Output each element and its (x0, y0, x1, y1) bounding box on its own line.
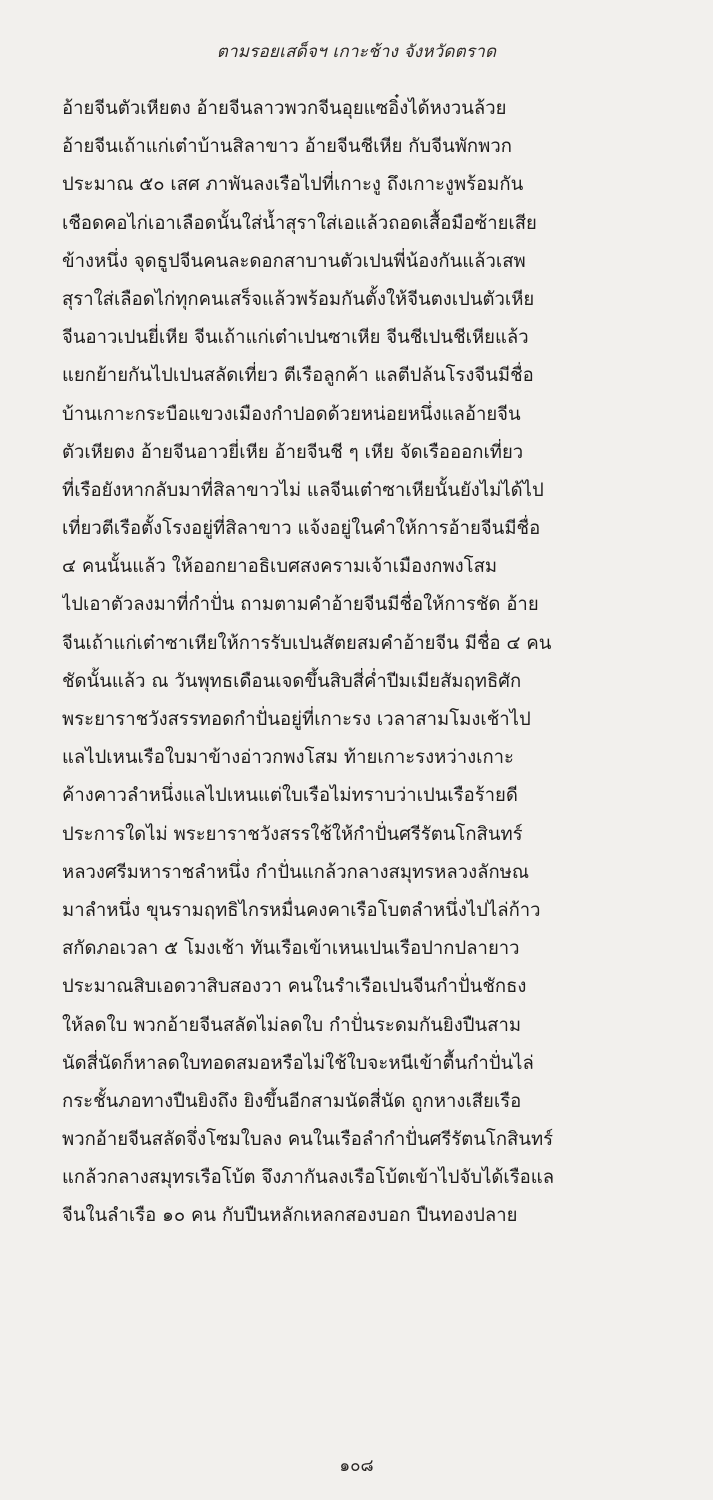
text-line: มาลำหนึ่ง ขุนรามฤทธิไกรหมื่นคงคาเรือโบตลำหนึ่งไปไล่ก้าว (62, 899, 541, 921)
text-line: ประมาณ ๕๐ เสศ ภาพันลงเรือไปที่เกาะงู ถึงเกาะงูพร้อมกัน (62, 174, 524, 196)
text-line: ไปเอาตัวลงมาที่กำปั่น ถามตามคำอ้ายจีนมีชื่อให้การชัด อ้าย (62, 594, 539, 616)
text-line: ประการใดไม่ พระยาราชวังสรรใช้ให้กำปั่นศรีรัตนโกสินทร์ (62, 823, 523, 845)
page-number: ๑๐๘ (339, 1456, 374, 1476)
text-line: แกล้วกลางสมุทรเรือโบ้ต จึงภากันลงเรือโบ้ตเข้าไปจับได้เรือแล (62, 1167, 555, 1189)
text-line: อ้ายจีนตัวเหียตง อ้ายจีนลาวพวกจีนอุยแซอิ๋งได้หงวนล้วย (62, 98, 507, 119)
text-line: จีนในลำเรือ ๑๐ คน กับปืนหลักเหลกสองบอก ปืนทองปลาย (62, 1205, 518, 1227)
text-line: พระยาราชวังสรรทอดกำปั่นอยู่ที่เกาะรง เวลาสามโมงเช้าไป (62, 709, 531, 730)
text-line: หลวงศรีมหาราชลำหนึ่ง กำปั่นแกล้วกลางสมุทรหลวงลักษณ (62, 861, 530, 883)
text-line: ชัดนั้นแล้ว ณ วันพุทธเดือนเจดขึ้นสิบสี่ค่ำปีมเมียสัมฤทธิศัก (62, 670, 522, 692)
text-line: ข้างหนึ่ง จุดธูปจีนคนละดอกสาบานตัวเปนพี่น้องกันแล้วเสพ (62, 250, 526, 272)
text-line: สกัดภอเวลา ๕ โมงเช้า ทันเรือเข้าเหนเปนเรือปากปลายาว (62, 938, 520, 960)
text-line: ๔ คนนั้นแล้ว ให้ออกยาอธิเบศสงครามเจ้าเมืองกพงโสม (62, 556, 498, 578)
text-line: จีนอาวเปนยี่เหีย จีนเถ้าแก่เต๋าเปนซาเหีย จีนชีเปนชีเหียแล้ว (62, 327, 529, 349)
text-line: ให้ลดใบ พวกอ้ายจีนสลัดไม่ลดใบ กำปั่นระดมกันยิงปืนสาม (62, 1014, 522, 1036)
text-line: อ้ายจีนเถ้าแก่เต๋าบ้านสิลาขาว อ้ายจีนชีเหีย กับจีนพักพวก (62, 136, 512, 158)
text-line: แลไปเหนเรือใบมาข้างอ่าวกพงโสม ท้ายเกาะรงหว่างเกาะ (62, 747, 514, 769)
text-line: พวกอ้ายจีนสลัดจึ่งโซมใบลง คนในเรือลำกำปั่นศรีรัตนโกสินทร์ (62, 1129, 554, 1151)
text-line: เชือดคอไก่เอาเลือดนั้นใส่น้ำสุราใส่เอแล้วถอดเสื้อมือซ้ายเสีย (62, 212, 537, 234)
running-header: ตามรอยเสด็จฯ เกาะช้าง จังหวัดตราด (216, 42, 497, 62)
text-line: ตัวเหียตง อ้ายจีนอาวยี่เหีย อ้ายจีนชี ๆ เหีย จัดเรือออกเที่ยว (62, 441, 524, 463)
text-line: จีนเถ้าแก่เต๋าซาเหียให้การรับเปนสัตยสมคำอ้ายจีน มีชื่อ ๔ คน (62, 632, 552, 654)
text-line: แยกย้ายกันไปเปนสลัดเที่ยว ตีเรือลูกค้า แลตีปล้นโรงจีนมีชื่อ (62, 365, 534, 387)
text-line: ประมาณสิบเอดวาสิบสองวา คนในรำเรือเปนจีนกำปั่นชักธง (62, 976, 527, 998)
text-line: นัดสี่นัดก็หาลดใบทอดสมอหรือไม่ใช้ใบจะหนีเข้าตื้นกำปั่นไล่ (62, 1052, 534, 1074)
text-line: ที่เรือยังหากลับมาที่สิลาขาวไม่ แลจีนเต๋าซาเหียนั้นยังไม่ได้ไป (62, 479, 544, 501)
text-line: ค้างคาวลำหนึ่งแลไปเหนแต่ใบเรือไม่ทราบว่าเปนเรือร้ายดี (62, 785, 518, 807)
body-text (62, 90, 662, 1236)
text-line: บ้านเกาะกระบือแขวงเมืองกำปอดด้วยหน่อยหนึ่งแลอ้ายจีน (62, 403, 521, 425)
text-line: เที่ยวตีเรือตั้งโรงอยู่ที่สิลาขาว แจ้งอยู่ในคำให้การอ้ายจีนมีชื่อ (62, 518, 541, 540)
text-line: สุราใส่เลือดไก่ทุกคนเสร็จแล้วพร้อมกันตั้งให้จีนตงเปนตัวเหีย (62, 288, 535, 310)
text-line: กระชั้นภอทางปืนยิงถึง ยิงขึ้นอีกสามนัดสี่นัด ถูกหางเสียเรือ (62, 1090, 522, 1112)
